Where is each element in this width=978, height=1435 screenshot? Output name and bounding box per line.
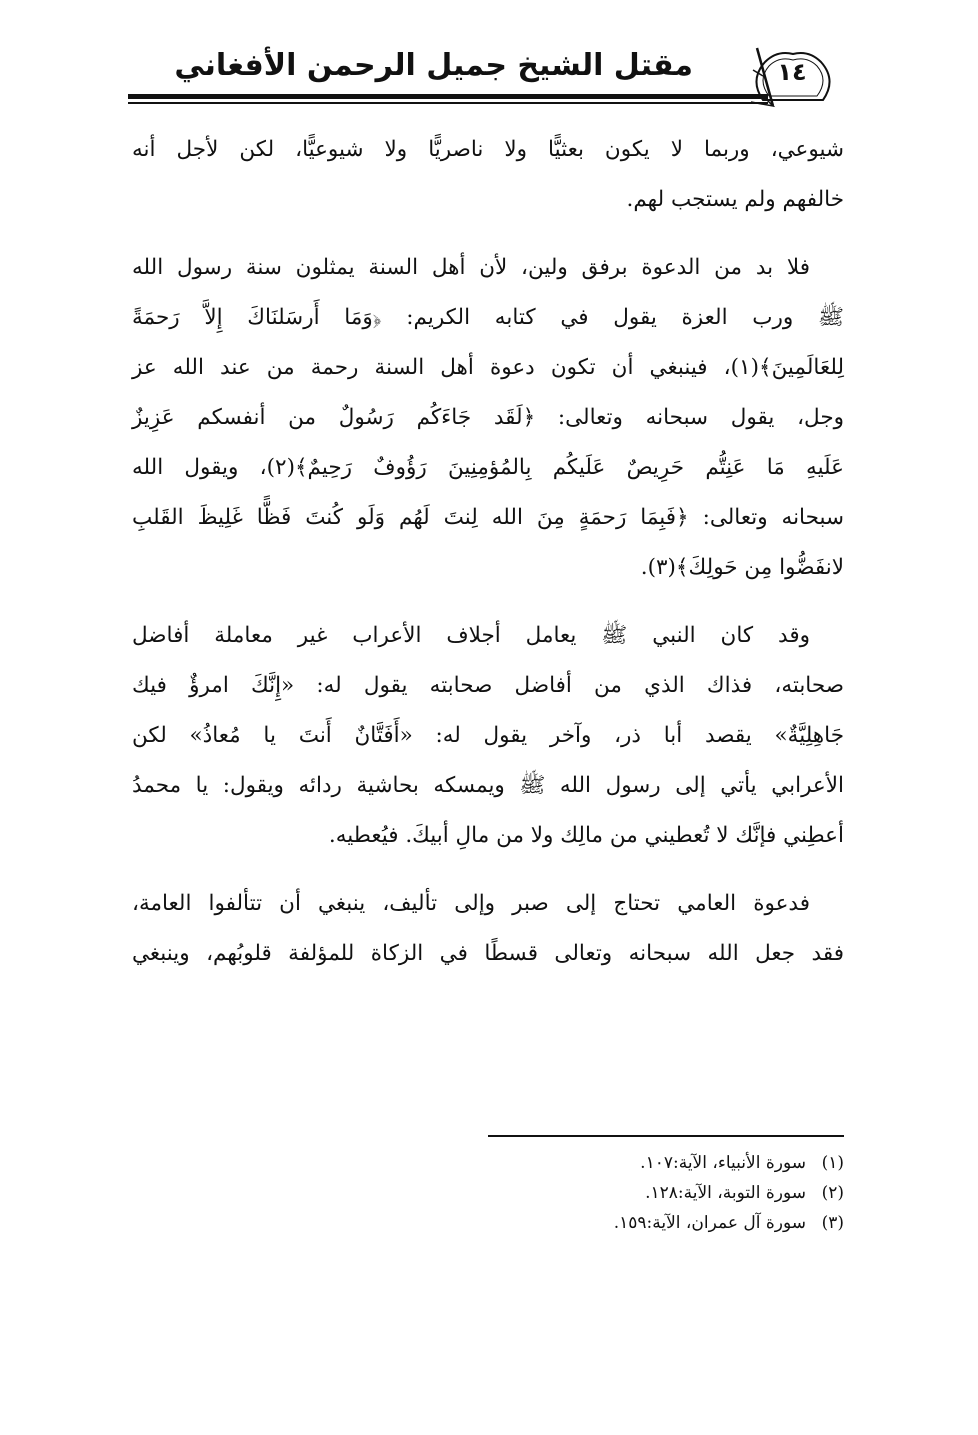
footnote-number: (١) [821,1153,844,1173]
page-number-ornament [743,40,843,110]
text-line: لِلعَالَمِينَ﴾(١)، فينبغي أن تكون دعوة أهل السنة رحمة من عند الله عز [132,355,844,380]
footnote [614,1148,844,1178]
text-line: صحابته، فذاك الذي من أفاضل صحابته يقول له: «إِنَّكَ امرؤٌ فيك [132,673,844,698]
body-text [132,125,844,997]
header-rule [128,94,768,99]
footnote-separator [488,1135,844,1137]
text-line: جَاهِلِيَّةٌ» يقصد أبا ذر، وآخر يقول له: «أَفَتَّانٌ أَنتَ يا مُعاذُ» لكن [132,723,844,748]
footnote [614,1178,844,1208]
page-number: ١٤ [777,58,807,86]
text-line: شيوعي، وربما لا يكون بعثيًّا ولا ناصريًّا ولا شيوعيًّا، لكن لأجل أنه [132,137,844,162]
text-line: سبحانه وتعالى: ﴿فَبِمَا رَحمَةٍ مِنَ الله لِنتَ لَهُم وَلَو كُنتَ فَظًّا غَلِيظَ القَلبِ [132,505,844,530]
text-line: خالفهم ولم يستجب لهم. [626,187,844,212]
footnote-text: سورة آل عمران، الآية:١٥٩. [613,1213,806,1233]
footnote-number: (٣) [821,1213,844,1233]
paragraph [132,879,844,979]
paragraph [132,611,844,861]
text-line: فقد جعل الله سبحانه وتعالى قسطًا في الزكاة للمؤلفة قلوبُهم، وينبغي [132,941,844,966]
paragraph [132,125,844,225]
running-header [128,40,843,110]
text-line: الأعرابي يأتي إلى رسول الله ﷺ ويمسكه بحاشية ردائه ويقول: يا محمدُ [132,773,844,798]
footnote-text: سورة الأنبياء، الآية:١٠٧. [640,1153,806,1173]
header-rule-thin [128,102,768,104]
text-line: عَلَيهِ مَا عَنِتُّم حَرِيصٌ عَلَيكُم بِالمُؤمِنِينَ رَؤُوفٌ رَحِيمٌ﴾(٢)، ويقول الله [132,455,844,480]
footnote-text: سورة التوبة، الآية:١٢٨. [645,1183,806,1203]
text-line: فدعوة العامي تحتاج إلى صبر وإلى تأليف، ينبغي أن تتألفوا العامة، [132,891,810,916]
text-line: فلا بد من الدعوة برفق ولين، لأن أهل السنة يمثلون سنة رسول الله [132,255,810,280]
text-line: وقد كان النبي ﷺ يعامل أجلاف الأعراب غير معاملة أفاضل [132,623,810,648]
text-line: أعطِني فإنَّك لا تُعطيني من مالِك ولا من مالِ أبيكَ. فيُعطيه. [328,823,844,848]
text-line: وجل، يقول سبحانه وتعالى: ﴿لَقَد جَاءَكُم رَسُولٌ من أنفسكم عَزِيزٌ [132,405,844,430]
running-title: مقتل الشيخ جميل الرحمن الأفغاني [174,48,693,83]
text-line: ﷺ ورب العزة يقول في كتابه الكريم: ﴿وَمَا أَرسَلنَاكَ إِلاَّ رَحمَةً [132,305,844,330]
footnotes [614,1148,844,1238]
footnote-number: (٢) [821,1183,844,1203]
footnote [614,1208,844,1238]
text-line: لانفَضُّوا مِن حَولِكَ﴾(٣). [640,555,844,580]
paragraph [132,243,844,593]
